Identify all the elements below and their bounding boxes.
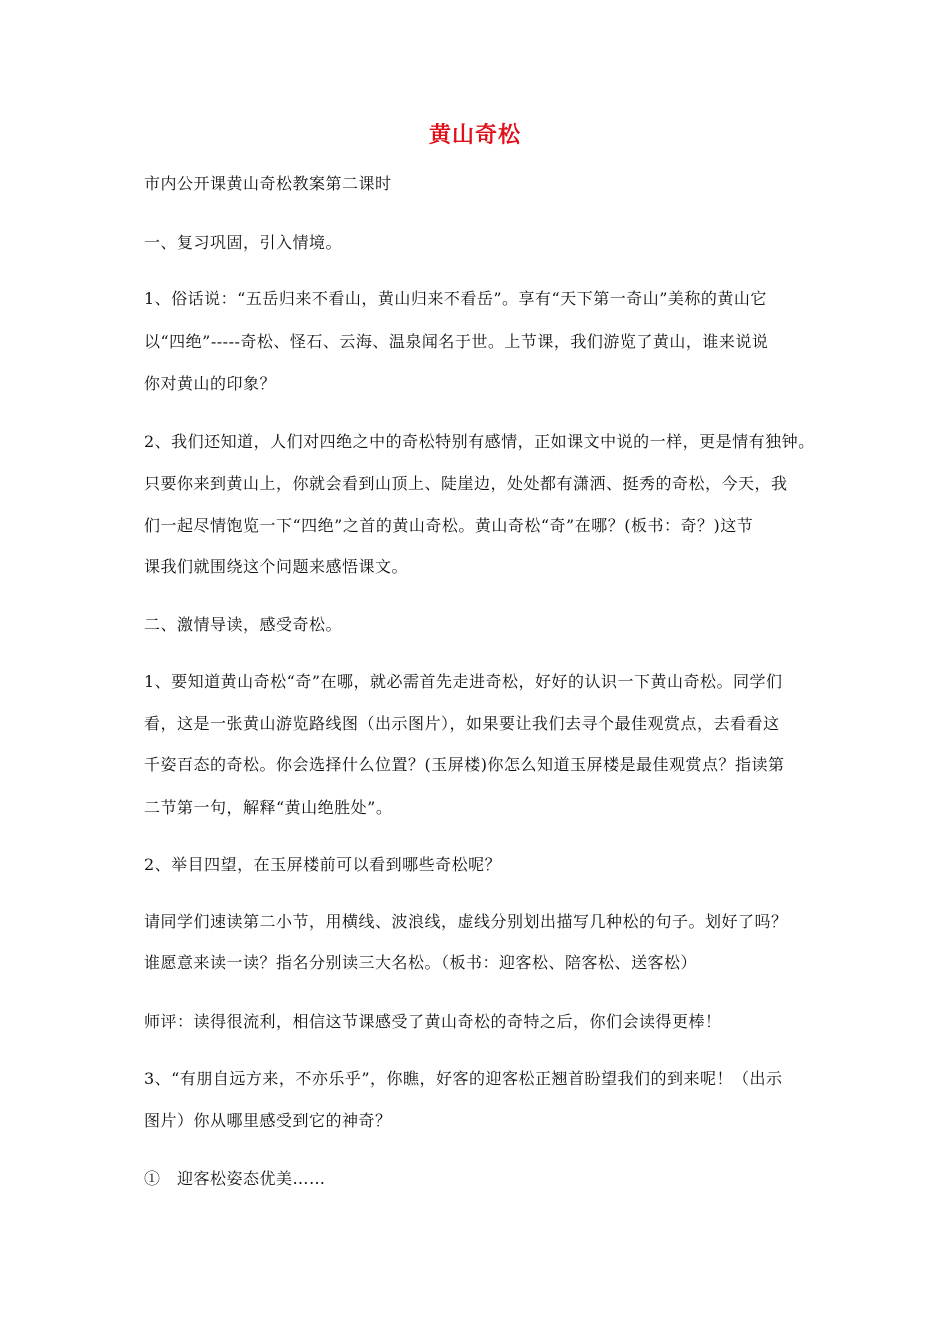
paragraph-line: 二节第一句，解释“黄山绝胜处”。 <box>144 798 393 817</box>
paragraph-line: 1、要知道黄山奇松“奇”在哪，就必需首先走进奇松，好好的认识一下黄山奇松。同学们 <box>144 672 783 691</box>
paragraph-line: 图片）你从哪里感受到它的神奇？ <box>144 1111 392 1130</box>
paragraph-line: 请同学们速读第二小节，用横线、波浪线，虚线分别划出描写几种松的句子。划好了吗？ <box>144 912 788 931</box>
paragraph-line: 2、我们还知道，人们对四绝之中的奇松特别有感情，正如课文中说的一样，更是情有独钟。 <box>144 432 815 451</box>
paragraph-line: 谁愿意来读一读？指名分别读三大名松。（板书：迎客松、陪客松、送客松） <box>144 953 698 972</box>
section-heading-1: 一、复习巩固，引入情境。 <box>144 233 343 252</box>
paragraph-line: 看，这是一张黄山游览路线图（出示图片），如果要让我们去寻个最佳观赏点，去看看这 <box>144 714 780 733</box>
subtitle-line: 市内公开课黄山奇松教案第二课时 <box>144 174 392 193</box>
document-title: 黄山奇松 <box>428 123 521 148</box>
section-heading-2: 二、激情导读，感受奇松。 <box>144 615 343 634</box>
list-item: ① 迎客松姿态优美…… <box>144 1169 326 1188</box>
paragraph-line: 千姿百态的奇松。你会选择什么位置？(玉屏楼)你怎么知道玉屏楼是最佳观赏点？指读第 <box>144 755 785 774</box>
paragraph-line: 3、“有朋自远方来，不亦乐乎”，你瞧，好客的迎客松正翘首盼望我们的到来呢！（出示 <box>144 1069 783 1088</box>
paragraph-line: 你对黄山的印象？ <box>144 374 277 393</box>
paragraph-line: 师评：读得很流利，相信这节课感受了黄山奇松的奇特之后，你们会读得更棒！ <box>144 1012 722 1031</box>
paragraph-line: 2、举目四望，在玉屏楼前可以看到哪些奇松呢？ <box>144 855 502 874</box>
paragraph-line: 以“四绝”-----奇松、怪石、云海、温泉闻名于世。上节课，我们游览了黄山，谁来说说 <box>144 332 769 351</box>
paragraph-line: 只要你来到黄山上，你就会看到山顶上、陡崖边，处处都有潇洒、挺秀的奇松，今天，我 <box>144 474 788 493</box>
paragraph-line: 1、俗话说：“五岳归来不看山，黄山归来不看岳”。享有“天下第一奇山”美称的黄山它 <box>144 289 767 308</box>
paragraph-line: 们一起尽情饱览一下“四绝”之首的黄山奇松。黄山奇松“奇”在哪？(板书：奇？)这节 <box>144 516 754 535</box>
paragraph-line: 课我们就围绕这个问题来感悟课文。 <box>144 557 409 576</box>
